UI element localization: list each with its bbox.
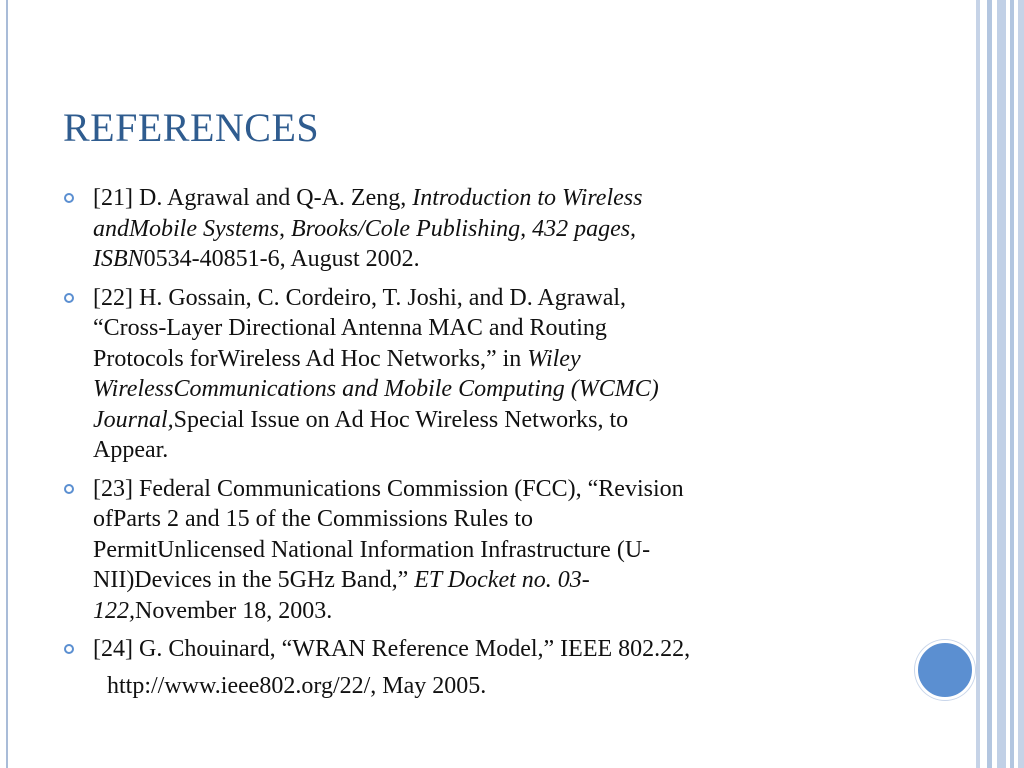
ref-italic: Wiley [527,345,581,372]
ref-italic: andMobile Systems, Brooks/Cole Publishing, 432 pages, [93,215,637,242]
ref-italic: 122, [93,597,135,624]
ref-text: [24] G. Chouinard, “WRAN Reference Model,” IEEE 802.22, [93,636,691,662]
reference-item-24 [63,634,883,665]
ref-text: November 18, 2003. [135,597,333,624]
ref-text: Protocols forWireless Ad Hoc Networks,” in [93,345,528,372]
ref-text: ofParts 2 and 15 of the Commissions Rules to [93,506,533,532]
stripe [997,0,1006,768]
stripe [1018,0,1024,768]
bullet-icon [64,293,74,303]
decorative-circle [915,640,975,700]
ref-text: 0534-40851-6, August 2002. [143,246,420,272]
ref-text: [22] H. Gossain, C. Cordeiro, T. Joshi, and D. Agrawal, [93,284,627,311]
ref-text: PermitUnlicensed National Information Infrastructure (U- [93,536,651,563]
reference-item-23 [63,474,883,627]
left-border-rule [6,0,8,768]
ref-text: “Cross-Layer Directional Antenna MAC and Routing [93,315,607,341]
ref-text: [23] Federal Communications Commission (FCC), “Revision [93,475,684,502]
ref-italic: Journal, [93,406,174,433]
ref-text: NII)Devices in the 5GHz Band,” [93,567,415,593]
reference-list [63,183,883,701]
stripe [1010,0,1014,768]
slide-title: REFERENCES [63,105,320,150]
ref-url: http://www.ieee802.org/22/, May 2005. [107,672,487,699]
ref-text: Appear. [93,437,169,463]
reference-item-22 [63,283,883,466]
reference-url-line [63,671,883,702]
ref-italic: Introduction to Wireless [412,185,643,211]
bullet-icon [64,484,74,494]
ref-italic: ISBN [93,246,144,272]
ref-italic: WirelessCommunications and Mobile Computing (WCMC) [93,376,659,402]
bullet-icon [64,193,74,203]
stripe [987,0,992,768]
ref-text: Special Issue on Ad Hoc Wireless Networks, to [173,406,629,433]
right-stripe-border [976,0,1024,768]
reference-item-21 [63,183,883,275]
stripe [976,0,980,768]
ref-italic: ET Docket no. 03- [414,567,590,593]
ref-text: [21] D. Agrawal and Q-A. Zeng, [93,185,413,211]
bullet-icon [64,644,74,654]
